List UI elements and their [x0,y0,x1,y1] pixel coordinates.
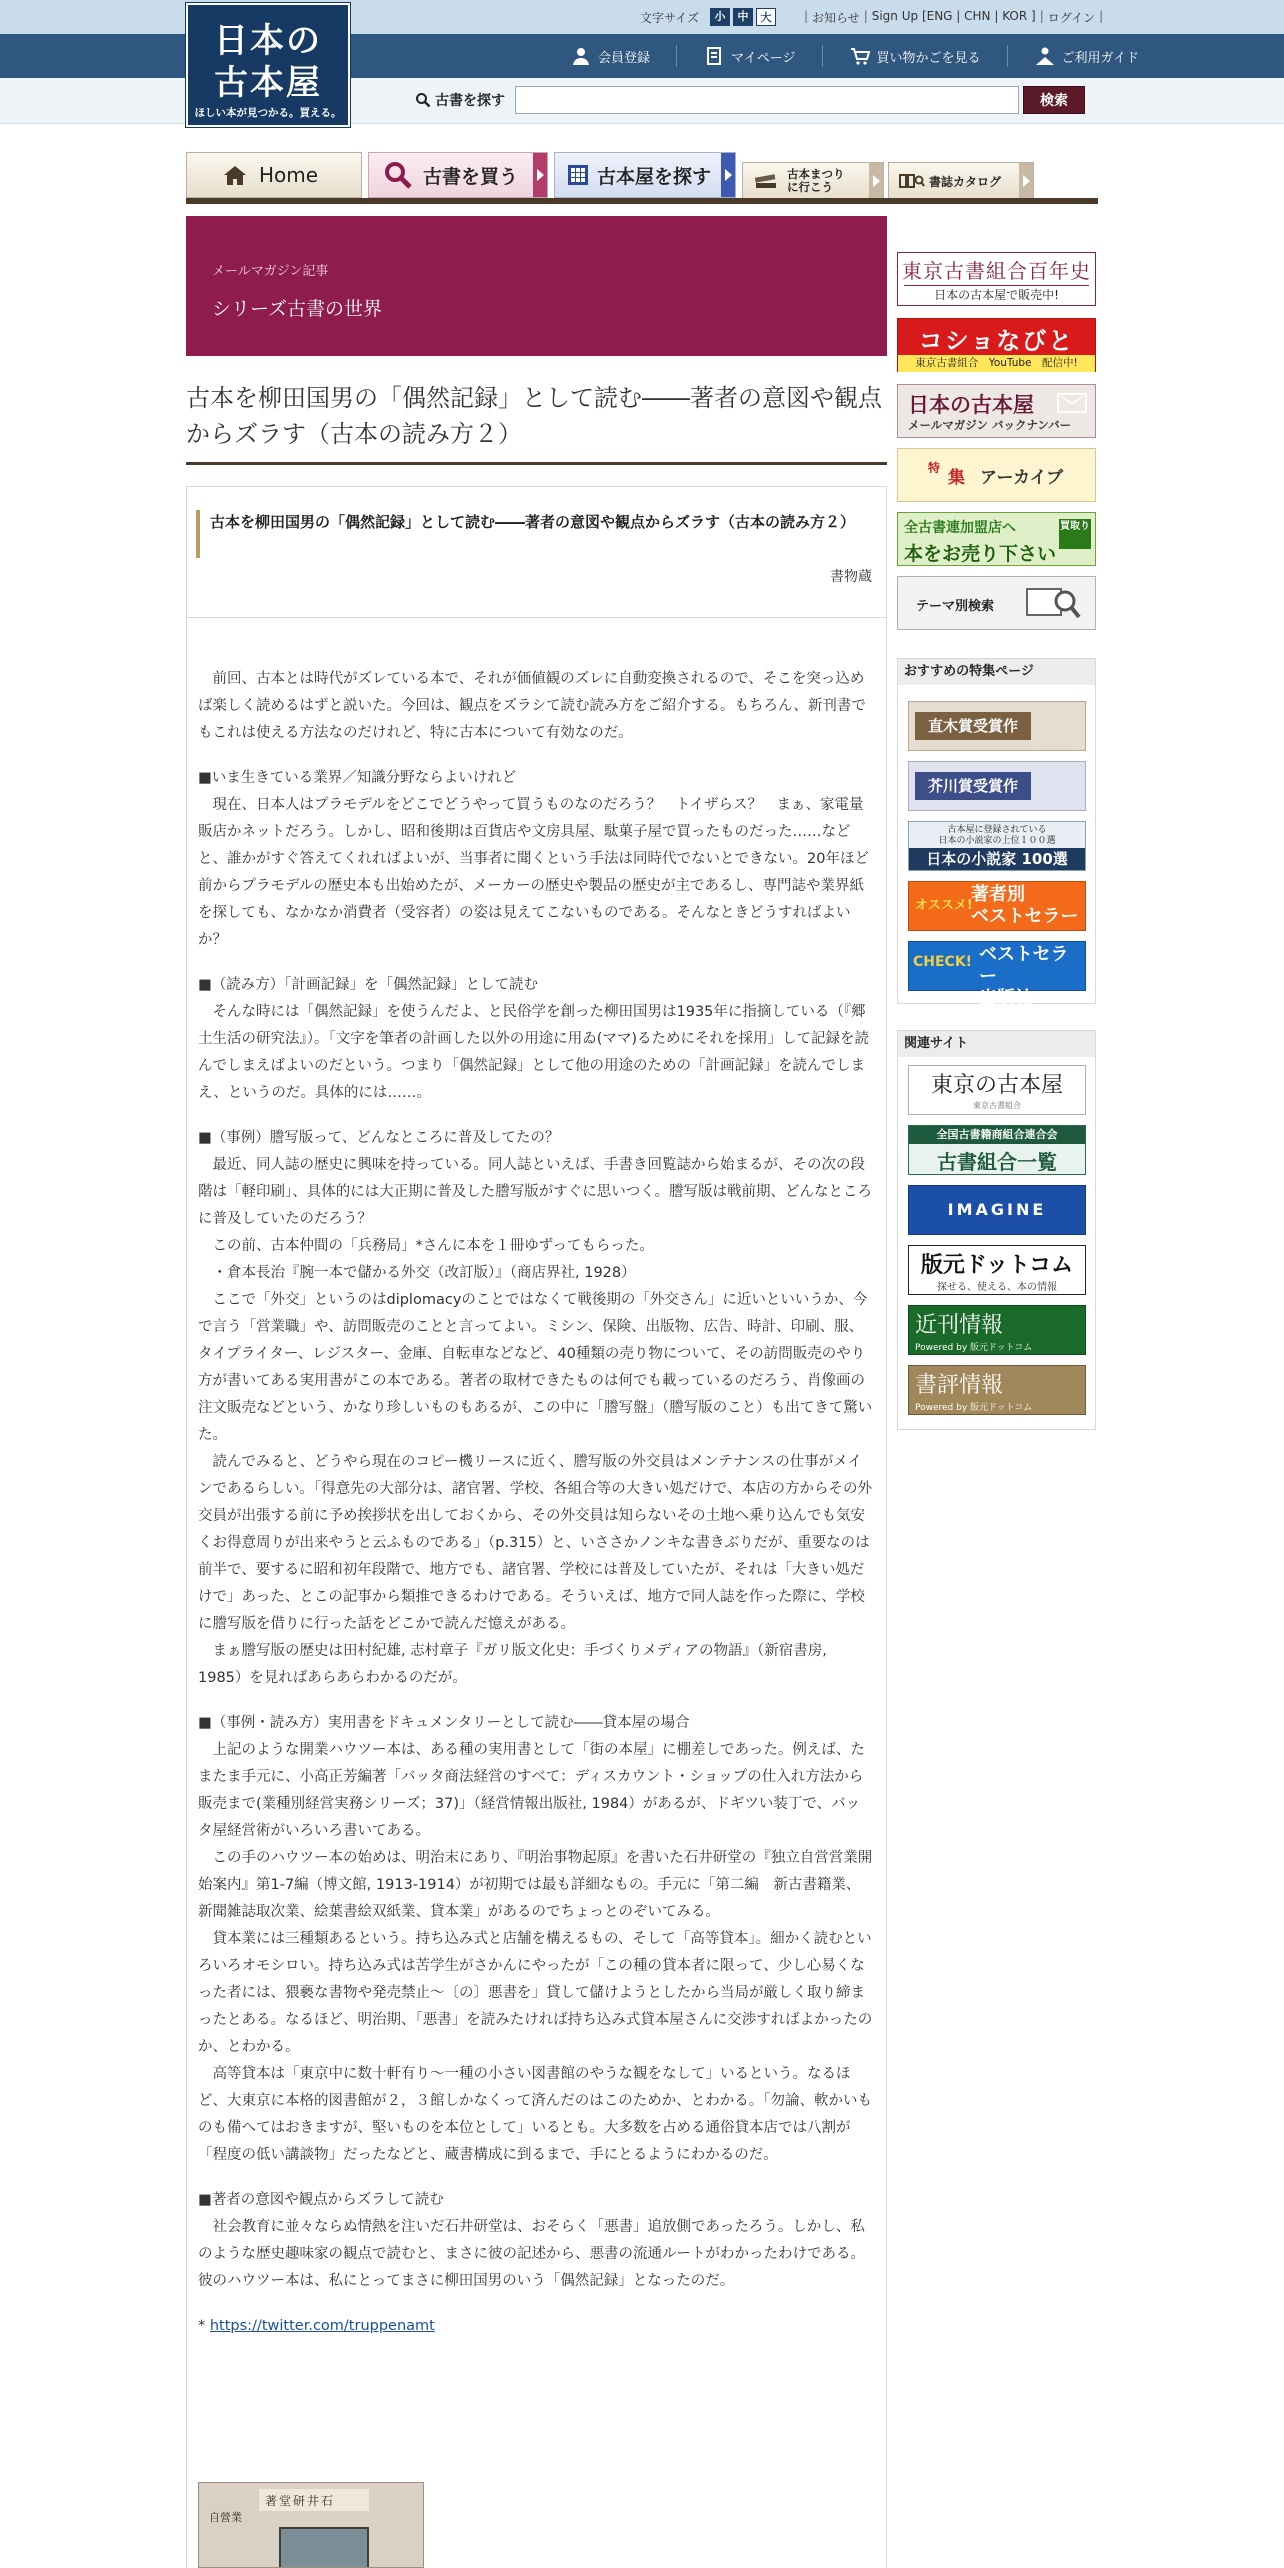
article-paragraph: ■著者の意図や観点からズラして読む [198,2192,444,2208]
related-heading: 関連サイト [898,1031,1095,1057]
feature-archive-banner[interactable]: 特 集 アーカイブ [897,448,1096,502]
article-paragraph: ここで「外交」というのはdiplomacyのことではなくて戦後期の「外交さん」に近いといいうか、今で言う「営業職」や、訪問販売のことと言ってよい。ミシン、保険、出版物、広告、時計、印刷、服、タイプライター、レジスター、金庫、自転車などなど、40種類の売り物について、その訪問販売のやり方が書いてある実用書がこの本である。著者の取材できたものは何でも載っているのだろう、肖像画の注文販売などという、かなり珍しいものもあるが、この中に「謄写盤」（謄写版のこと）も出てきて驚いた。 [198,1292,873,1443]
site-logo[interactable] [186,3,350,127]
books-icon [753,170,779,192]
login-link[interactable]: ログイン [1047,11,1096,25]
nav-guide[interactable] [1034,45,1140,67]
tab-home-label: Home [259,163,319,187]
article-paragraph: 現在、日本人はプラモデルをどこでどうやって買うものなのだろう？ トイザらス？ まぁ、家電量販店かネットだろう。しかし、昭和後期は百貨店や文房具屋、駄菓子屋で買ったものだった……などと、誰かがすぐ答えてくれればよいが、当事者に聞くという手法は同時代でないとできない。20年ほど前からプラモデルの歴史本も出始めたが、メーカーの歴史や製品の歴史が主であるし、専門誌や業界紙を探しても、なかなか消費者（受容者）の姿は見えてこないものである。そんなときどうすればよいか？ [198,797,869,948]
nav-register[interactable] [570,45,677,67]
tab-home[interactable] [186,152,362,198]
tab-buy-books[interactable] [368,152,548,198]
logo-line1: 日本の [214,21,322,61]
article-paragraphs [198,666,874,2313]
user-icon [570,45,592,67]
tab-shop-label: 古本屋を探す [597,165,712,188]
logo-line2: 古本屋 [214,63,322,103]
title-divider [186,462,887,465]
article-paragraph: まぁ謄写版の歴史は田村紀雄, 志村章子『ガリ版文化史：手づくりメディアの物語』（新宿書房, 1985）を見ればあらあらわかるのだが。 [198,1643,827,1686]
naoki-prize-banner[interactable]: 直木賞受賞作 [908,701,1086,751]
search-icon [415,92,431,108]
article-head: 古本を柳田国男の「偶然記録」として読む――著者の意図や観点からズラす（古本の読み方２） [196,510,871,558]
publisher-bestseller-banner[interactable]: CHECK! ベストセラー 出版社 [908,941,1086,991]
banner-category: メールマガジン記事 [212,264,329,279]
magnifier-icon [1025,585,1081,621]
chevron-right-icon [1019,163,1033,199]
news-link[interactable]: お知らせ [812,11,860,25]
tab-book-fair[interactable] [742,162,884,200]
upcoming-books-banner[interactable]: 近刊情報 Powered by 版元ドットコム [908,1305,1086,1355]
tabs-divider [186,198,1098,204]
font-size-label: 文字サイズ [640,10,700,25]
article-paragraph: 貸本業には三種類あるという。持ち込み式と店舗を構えるもの、そして「高等貸本」。細かく読むといろいろオモシロい。持ち込み式は苦学生がさかんにやったが「この種の貸本者に限って、少し心易くなった者には、猥褻な書物や発売禁止〜〔の〕悪書を」貸して儲けようとしたから当局が厳しく取り締まったとある。なるほど、明治期、「悪書」を読みたければ持ち込み式貸本屋さんに交渉すればよかったのか、とわかる。 [198,1931,873,2055]
book-reviews-banner[interactable]: 書評情報 Powered by 版元ドットコム [908,1365,1086,1415]
sell-books-banner[interactable]: 全古書連加盟店へ 本をお売り下さい 買取り [897,512,1096,566]
article-title: 古本を柳田国男の「偶然記録」として読む――著者の意図や観点からズラす（古本の読み方２） [186,384,882,448]
tab-catalog-label: 書誌カタログ [929,174,1002,189]
kumiai-list-banner[interactable]: 全国古書籍商組合連合会 古書組合一覧 [908,1125,1086,1175]
font-size-large-button[interactable]: 大 [756,8,776,26]
paragraph-gap [198,1107,874,1125]
search-label-text: 古書を探す [435,93,505,109]
centennial-banner[interactable]: 東京古書組合百年史 日本の古本屋で販売中! [897,252,1096,306]
paragraph-gap [198,1692,874,1710]
chevron-right-icon [533,153,547,197]
search-input[interactable] [515,86,1019,114]
logo-tagline: ほしい本が見つかる。買える。 [194,107,342,119]
document-icon [703,45,725,67]
banner-series: シリーズ古書の世界 [212,298,383,320]
koshonavi-banner[interactable]: コショなびと 東京古書組合 YouTube 配信中! [897,318,1096,372]
recommended-panel [897,658,1096,1009]
paragraph-gap [198,2169,874,2187]
tab-find-shop[interactable] [554,152,736,198]
book-cover-image [198,2482,424,2568]
cart-icon [849,45,871,67]
top100-novelists-banner[interactable]: 古本屋に登録されている 日本の小説家の上位１００選 日本の小説家 100選 [908,821,1086,871]
article-paragraph: この前、古本仲間の「兵務局」*さんに本を１冊ゆずってもらった。 [198,1238,654,1254]
main-tabs [186,152,1098,200]
guide-icon [1034,45,1056,67]
related-sites-panel [897,1030,1096,1430]
article-author: 書物蔵 [830,569,872,585]
recommended-heading: おすすめの特集ページ [898,659,1095,685]
tab-fair-label: 古本まつり に行こう [787,167,845,194]
chevron-right-icon [721,153,735,197]
nav-cart[interactable] [849,45,1008,67]
home-icon [223,164,247,186]
chevron-right-icon [869,163,883,199]
article-paragraph: 社会教育に並々ならぬ情熱を注いだ石井研堂は、おそらく「悪書」追放側であったろう。しかし、私のような歴史趣味家の観点で読むと、まさに彼の記述から、悪書の流通ルートがわかったわけである。彼のハウツー本は、私にとってまさに柳田国男のいう「偶然記録」となったのだ。 [198,2219,865,2289]
utility-links: | お知らせ | Sign Up [ENG | CHN | KOR ] | ログイン | [804,9,1104,25]
article-paragraph: ・倉本長治『腕一本で儲かる外交（改訂版）』（商店界社, 1928） [198,1265,636,1281]
article-paragraph: この手のハウツー本の始めは、明治末にあり、『明治事物起原』を書いた石井研堂の『独立自営営業開始案内』第1-7編（博文館, 1913-1914）が初期では最も詳細なもの。手元に「第二編 新古書籍業、新聞雑誌取次業、絵葉書絵双紙業、貸本業」があるのでちょっとのぞいてみる。 [198,1850,873,1920]
article-paragraph: 最近、同人誌の歴史に興味を持っている。同人誌といえば、手書き回覧誌から始まるが、その次の段階は「軽印刷」、具体的には大正期に普及した謄写版がすぐに思いつく。謄写版は戦前期、どんなところに普及していたのだろう？ [198,1157,872,1227]
article-paragraph: ■（事例・読み方）実用書をドキュメンタリーとして読む――貸本屋の場合 [198,1715,690,1731]
signup-link[interactable]: Sign Up [ENG | CHN | KOR ] [871,9,1036,23]
nav-guide-label: ご利用ガイド [1061,50,1140,66]
search-icon [383,160,413,190]
nav-mypage-label: マイページ [731,50,796,66]
footnote-link[interactable]: https://twitter.com/truppenamt [209,2318,435,2334]
paragraph-gap [198,954,874,972]
catalog-icon [899,173,925,189]
article-paragraph: 高等貸本は「東京中に数十軒有り〜一種の小さい図書館のやうな観をなして」いるという。なるほど、大東京に本格的図書館が２，３館しかなくって済んだのはこのためか、とわかる。「勿論、軟かいものも備へてはおきますが、堅いものを本位として」いるとも。大多数を占める通俗貸本店では八割が「程度の低い講談物」だったなどと、蔵書構成に到るまで、手にとるようにわかるのだ。 [198,2066,872,2163]
section-banner [186,216,887,356]
article-paragraph: 読んでみると、どうやら現在のコピー機リースに近く、謄写版の外交員はメンテナンスの仕事がメインであるらしい。「得意先の大部分は、諸官署、学校、各組合等の大きい処だけで、本店の方からその外交員が出張する前に予め挨拶状を出しておくから、その外交員は知らないその土地へ乗り込んでも気安くお得意周りが出来やうと云ふものである」（p.315）と、いささかノンキな書きぶりだが、重要なのは前半で、要するに昭和初年段階で、地方でも、諸官署、学校には普及していたが、それは「大きい処だけで」あった、とこの記事から類推できるわけである。そういえば、地方で同人誌を作った際に、学校に謄写版を借りに行った話をどこかで読んだ憶えがある。 [198,1454,872,1632]
mailmag-backnumber-banner[interactable]: 日本の古本屋 メールマガジン バックナンバー [897,384,1096,438]
tab-catalog[interactable] [888,162,1034,200]
theme-search-banner[interactable]: テーマ別検索 [897,576,1096,630]
paragraph-gap [198,2295,874,2313]
tab-buy-label: 古書を買う [423,165,519,188]
font-size-medium-button[interactable]: 中 [733,8,753,26]
nav-register-label: 会員登録 [598,50,651,66]
font-size-switcher [640,8,776,26]
envelope-icon [1057,393,1087,413]
paragraph-gap [198,747,874,765]
hanmoto-banner[interactable]: 版元ドットコム 探せる、使える、本の情報 [908,1245,1086,1295]
imagine-banner[interactable]: IMAGINE [908,1185,1086,1235]
search-button[interactable]: 検索 [1023,86,1085,114]
search-label [415,90,505,110]
article-paragraph: 前回、古本とは時代がズレている本で、それが価値観のズレに自動変換されるので、そこを突っ込めば楽しく読めるはずと説いた。今回は、観点をズラシて読む読み方をご紹介する。もちろん、新刊書でもこれは使える方法なのだけれど、特に古本について有効なのだ。 [198,671,866,741]
article-paragraph: ■いま生きている業界／知識分野ならよいけれど [198,770,517,786]
nav-mypage[interactable] [703,45,822,67]
header-nav [570,34,1165,78]
article-paragraph: ■（事例）謄写版って、どんなところに普及してたの？ [198,1130,560,1146]
footnote: * https://twitter.com/truppenamt [198,2318,435,2334]
tokyo-furuhon-banner[interactable]: 東京の古本屋 東京古書組合 [908,1065,1086,1115]
book-cover-title: 著堂研井石 [265,2494,336,2508]
store-grid-icon [567,164,589,186]
akutagawa-prize-banner[interactable]: 芥川賞受賞作 [908,761,1086,811]
font-size-small-button[interactable]: 小 [710,8,730,26]
nav-cart-label: 買い物かごを見る [876,50,981,66]
book-cover-side: 自營業 [209,2511,242,2524]
search-bar [415,86,1085,114]
article-body [198,666,874,2340]
article-head-divider [187,617,886,618]
article-paragraph: そんな時には「偶然記録」を使うんだよ、と民俗学を創った柳田国男は1935年に指摘している（『郷土生活の研究法』）。「文字を筆者の計画した以外の用途に用ゐ(ママ)るためにそれを採用」して記録を読んでしまえばよいのだという。つまり「偶然記録」として他の用途のための「計画記録」を読んでしまえ、というのだ。具体的には……。 [198,1004,870,1101]
author-bestseller-banner[interactable]: オススメ! 著者別 ベストセラー [908,881,1086,931]
article-paragraph: ■（読み方）「計画記録」を「偶然記録」として読む [198,977,538,993]
article-paragraph: 上記のような開業ハウツー本は、ある種の実用書として「街の本屋」に棚差しであった。例えば、たまたま手元に、小高正芳編著「バッタ商法経営のすべて：ディスカウント・ショップの仕入れ方法から販売まで(業種別経営実務シリーズ；37)」（経営情報出版社, 1984）があるが、ドギツい装丁で、バッタ屋経営術がいろいろ書いてある。 [198,1742,865,1839]
